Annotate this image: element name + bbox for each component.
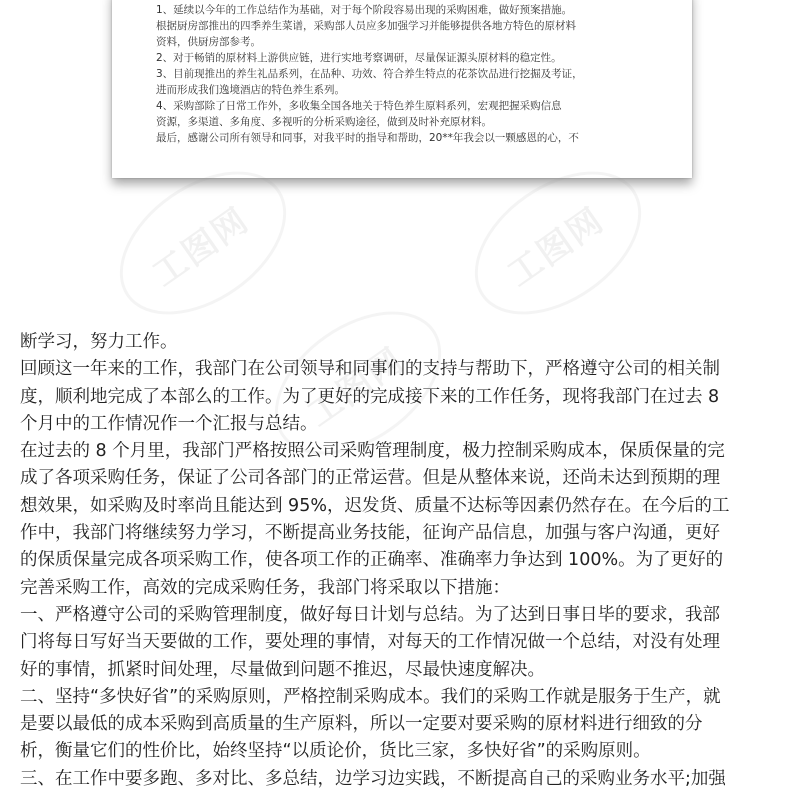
watermark-right: 工图网 <box>500 200 612 295</box>
card-text-line: 根据厨房部推出的四季养生菜谱，采购部人员应多加强学习并能够提供各地方特色的原材料 <box>156 20 576 32</box>
body-text-line: 门将每日写好当天要做的工作，要处理的事情，对每天的工作情况做一个总结，对没有处理 <box>20 632 720 653</box>
card-text-line: 资源，多渠道、多角度、多视听的分析采购途径，做到及时补充原材料。 <box>156 116 492 128</box>
card-text-line: 3、目前现推出的养生礼品系列，在品种、功效、符合养生特点的花茶饮品进行挖掘及考证， <box>156 68 583 80</box>
document-page-text <box>156 0 676 146</box>
body-text-line: 完善采购工作，高效的完成采购任务，我部门将采取以下措施： <box>20 577 510 598</box>
body-text-line: 个月中的工作情况作一个汇报与总结。 <box>20 413 318 434</box>
watermark-left: 工图网 <box>145 200 257 295</box>
body-text-line: 断学习，努力工作。 <box>20 332 178 352</box>
body-text-line: 回顾这一年来的工作，我部门在公司领导和同事们的支持与帮助下，严格遵守公司的相关制 <box>20 359 720 380</box>
card-text-line: 进而形成我们逸境酒店的特色养生系列。 <box>156 84 345 96</box>
body-text-line: 三、在工作中要多跑、多对比、多总结，边学习边实践，不断提高自己的采购业务水平;加强 <box>20 768 726 789</box>
card-text-line: 资料，供厨房部参考。 <box>156 36 261 48</box>
body-text-line: 作中，我部门将继续努力学习，不断提高业务技能，征询产品信息，加强与客户沟通，更好 <box>20 523 720 544</box>
card-text-line: 最后，感谢公司所有领导和同事，对我平时的指导和帮助，20**年我会以一颗感恩的心，不 <box>156 132 579 144</box>
body-text-line: 二、坚持“多快好省”的采购原则，严格控制采购成本。我们的采购工作就是服务于生产，就 <box>20 686 721 707</box>
body-text-line: 一、严格遵守公司的采购管理制度，做好每日计划与总结。为了达到日事日毕的要求，我部 <box>20 604 720 625</box>
body-text-line: 度，顺利地完成了本部么的工作。为了更好的完成接下来的工作任务，现将我部门在过去 8 <box>20 386 720 407</box>
main-body-text <box>20 329 782 793</box>
card-text-line: 1、延续以今年的工作总结作为基础，对于每个阶段容易出现的采购困难，做好预案措施。 <box>156 4 573 16</box>
watermark-center: 工图网 <box>300 340 412 435</box>
document-preview-area <box>0 0 800 300</box>
card-text-line: 4、采购部除了日常工作外，多收集全国各地关于特色养生原料系列，宏观把握采购信息 <box>156 100 562 112</box>
card-text-line: 2、对于畅销的原材料上游供应链，进行实地考察调研，尽量保证源头原材料的稳定性。 <box>156 52 562 64</box>
body-text-line: 想效果，如采购及时率尚且能达到 95%，迟发货、质量不达标等因素仍然存在。在今后的工 <box>20 495 730 516</box>
body-text-line: 的保质保量完成各项采购工作，使各项工作的正确率、准确率力争达到 100%。为了更好的 <box>20 550 724 571</box>
body-text-line: 是要以最低的成本采购到高质量的生产原料，所以一定要对要采购的原材料进行细致的分 <box>20 714 703 735</box>
body-text-line: 好的事情，抓紧时间处理，尽量做到问题不推迟，尽最快速度解决。 <box>20 659 545 680</box>
body-text-line: 成了各项采购任务，保证了公司各部门的正常运营。但是从整体来说，还尚未达到预期的理 <box>20 468 720 489</box>
body-text-line: 在过去的 8 个月里，我部门严格按照公司采购管理制度，极力控制采购成本，保质保量的完 <box>20 441 725 462</box>
body-text-line: 析，衡量它们的性价比，始终坚持“以质论价，货比三家，多快好省”的采购原则。 <box>20 741 651 762</box>
document-page-card <box>112 0 692 178</box>
